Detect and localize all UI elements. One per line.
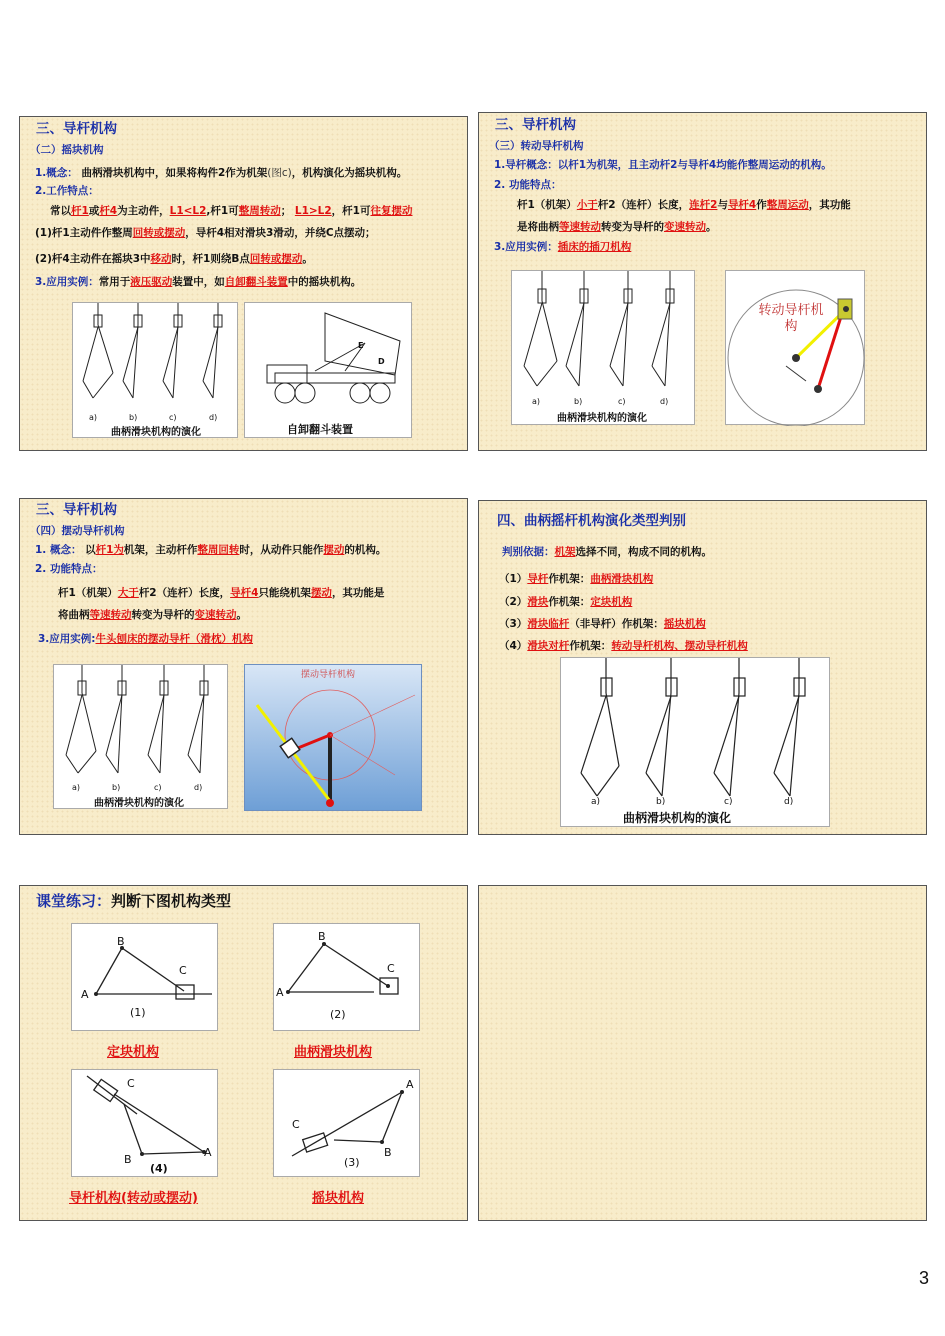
slide-title: 四、曲柄摇杆机构演化类型判别	[497, 513, 686, 529]
figure-caption: 自卸翻斗装置	[287, 423, 353, 436]
label-d: d)	[660, 397, 669, 406]
label-b: b)	[656, 797, 666, 807]
feature-line-1: 常以杆1或杆4为主动件，L1<L2,杆1可整周转动； L1>L2，杆1可往复摆动	[50, 205, 413, 217]
slide-subtitle: （三）转动导杆机构	[489, 140, 584, 152]
label-b: b)	[112, 783, 121, 792]
concept-line: 1.导杆概念：以杆1为机架，且主动杆2与导杆4均能作整周运动的机构。	[494, 159, 832, 171]
feature-line-3: (2)杆4主动件在摇块3中移动时，杆1则绕B点回转或摆动。	[35, 253, 313, 265]
feature-heading: 2. 功能特点：	[494, 179, 562, 191]
exercise-figure-4	[71, 1069, 218, 1177]
swinging-guide-drawing	[245, 665, 423, 812]
label-B: B	[318, 930, 326, 943]
label-d: d)	[194, 783, 203, 792]
application-line: 3.应用实例：常用于液压驱动装置中，如自卸翻斗装置中的摇块机构。	[35, 276, 362, 288]
slide-title: 三、导杆机构	[36, 502, 117, 518]
exercise-figure-1	[71, 923, 218, 1031]
rotating-guide-animation	[725, 270, 865, 425]
label-b: b)	[129, 413, 138, 422]
criterion-line: 判别依据：机架选择不同，构成不同的机构。	[502, 546, 712, 558]
slide-title: 课堂练习：判断下图机构类型	[36, 892, 232, 910]
label-D: D	[378, 357, 385, 366]
dump-truck-figure	[244, 302, 412, 438]
case-3: （3）滑块临杆（非导杆）作机架：摇块机构	[499, 618, 706, 630]
animation-title: 转动导杆机构	[758, 303, 824, 334]
feature-line-2: 是将曲柄等速转动转变为导杆的变速转动。	[517, 221, 717, 233]
answer-1: 定块机构	[107, 1045, 160, 1060]
evolution-figure	[560, 657, 830, 827]
label-C: C	[292, 1118, 300, 1131]
label-c: c)	[154, 783, 162, 792]
label-d: d)	[209, 413, 218, 422]
evolution-figure	[53, 664, 228, 809]
slide-3-swinging-guide	[19, 498, 468, 835]
slide-subtitle: （二）摇块机构	[30, 144, 104, 156]
feature-line-2: (1)杆1主动件作整周回转或摆动，导杆4相对滑块3滑动，并绕C点摆动；	[35, 227, 376, 239]
figure-number: (3)	[344, 1156, 360, 1169]
label-a: a)	[532, 397, 541, 406]
slide-6-blank	[478, 885, 927, 1221]
label-a: a)	[591, 797, 601, 807]
figure-number: (1)	[130, 1006, 146, 1019]
feature-heading: 2.工作特点：	[35, 185, 99, 197]
rotating-guide-drawing	[726, 271, 866, 426]
animation-title: 摆动导杆机构	[301, 670, 356, 680]
label-c: c)	[724, 797, 733, 807]
label-A: A	[204, 1146, 212, 1159]
label-c: c)	[618, 397, 626, 406]
case-2: （2）滑块作机架：定块机构	[499, 596, 633, 608]
label-b: b)	[574, 397, 583, 406]
feature-line-2: 将曲柄等速转动转变为导杆的变速转动。	[58, 609, 247, 621]
case-1: （1）导杆作机架：曲柄滑块机构	[499, 573, 654, 585]
label-A: A	[276, 986, 284, 999]
answer-2: 曲柄滑块机构	[294, 1045, 373, 1060]
figure-number: (4)	[150, 1162, 168, 1175]
exercise-figure-2	[273, 923, 420, 1031]
slide-title: 三、导杆机构	[36, 121, 117, 137]
label-A: A	[406, 1078, 414, 1091]
label-B: B	[384, 1146, 392, 1159]
slide-subtitle: （四）摆动导杆机构	[30, 525, 125, 537]
slide-5-exercise	[19, 885, 468, 1221]
case-4: （4）滑块对杆作机架：转动导杆机构、摆动导杆机构	[499, 640, 748, 652]
concept-line: 1. 概念： 以杆1为机架，主动杆作整周回转时，从动件只能作摆动的机构。	[35, 544, 387, 556]
label-a: a)	[72, 783, 81, 792]
feature-line-1: 杆1（机架）小于杆2（连杆）长度，连杆2与导杆4作整周运动，其功能	[517, 199, 851, 211]
label-B: B	[117, 935, 125, 948]
figure-caption: 曲柄滑块机构的演化	[557, 413, 647, 424]
dump-truck-drawing	[245, 303, 413, 439]
feature-line-1: 杆1（机架）大于杆2（连杆）长度，导杆4只能绕机架摆动，其功能是	[58, 587, 385, 599]
application-line: 3.应用实例：插床的插刀机构	[494, 241, 632, 253]
label-C: C	[387, 962, 395, 975]
figure-caption: 曲柄滑块机构的演化	[111, 427, 201, 438]
label-C: C	[127, 1077, 135, 1090]
evolution-figure	[72, 302, 238, 438]
swinging-guide-animation	[244, 664, 422, 811]
concept-line: 1.概念： 曲柄滑块机构中，如果将构件2作为机架(图c)，机构演化为摇块机构。	[35, 167, 408, 179]
label-A: A	[81, 988, 89, 1001]
figure-number: (2)	[330, 1008, 346, 1021]
answer-4: 导杆机构(转动或摆动)	[69, 1191, 198, 1206]
label-E: E	[358, 341, 364, 350]
slider-crank-evolution-drawing	[54, 665, 229, 810]
label-a: a)	[89, 413, 98, 422]
slide-4-classification	[478, 500, 927, 835]
answer-3: 摇块机构	[312, 1191, 365, 1206]
application-line: 3.应用实例:牛头刨床的摆动导杆（滑枕）机构	[38, 633, 253, 645]
slider-crank-drawing	[274, 924, 421, 1032]
slide-1-rocking-block	[19, 116, 468, 451]
label-c: c)	[169, 413, 177, 422]
guide-bar-drawing	[72, 1070, 219, 1178]
exercise-figure-3	[273, 1069, 420, 1177]
feature-heading: 2. 功能特点：	[35, 563, 103, 575]
label-d: d)	[784, 797, 794, 807]
slide-2-rotating-guide	[478, 112, 927, 451]
label-C: C	[179, 964, 187, 977]
page-number: 3	[918, 1268, 929, 1288]
label-B: B	[124, 1153, 132, 1166]
figure-caption: 曲柄滑块机构的演化	[623, 811, 732, 825]
figure-caption: 曲柄滑块机构的演化	[94, 798, 184, 809]
evolution-figure	[511, 270, 695, 425]
slide-title: 三、导杆机构	[495, 117, 576, 133]
